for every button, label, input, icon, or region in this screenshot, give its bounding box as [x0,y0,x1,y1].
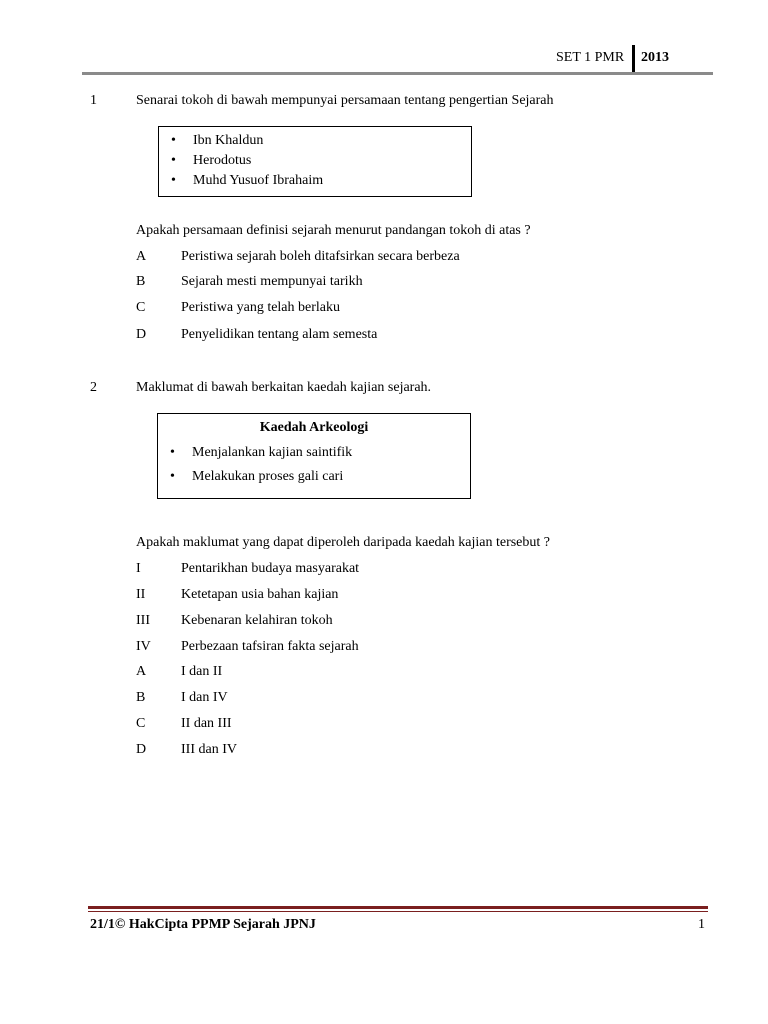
q2-statement-numeral: III [136,613,150,628]
q2-statement-numeral: II [136,587,146,602]
q2-option-letter: A [136,664,147,679]
q2-option-letter: B [136,690,146,705]
q1-option-text: Peristiwa yang telah berlaku [181,300,341,315]
q1-figure-item: • Ibn Khaldun [159,131,471,151]
q1-stem: Senarai tokoh di bawah mempunyai persamaan tentang pengertian Sejarah [136,93,554,108]
q2-option-text: I dan II [181,664,223,679]
q1-option-text: Peristiwa sejarah boleh ditafsirkan secara berbeza [181,249,460,264]
q1-option-letter: D [136,327,147,342]
q1-figure-item: • Muhd Yusuof Ibrahaim [159,171,471,191]
header-separator [632,45,635,72]
q2-statement-numeral: IV [136,639,151,654]
q1-option-text: Penyelidikan tentang alam semesta [181,327,378,342]
footer-rule-thick [88,906,708,909]
q1-option-letter: B [136,274,146,289]
q1-option-letter: C [136,300,146,315]
q2-figure-title: Kaedah Arkeologi [259,420,369,435]
q2-figure-list [158,443,352,491]
q1-number: 1 [90,93,97,108]
q1-option-text: Sejarah mesti mempunyai tarikh [181,274,363,289]
q1-figure-list [159,131,471,191]
page-number: 1 [698,917,705,932]
q2-statement-text: Pentarikhan budaya masyarakat [181,561,360,576]
q2-stem: Maklumat di bawah berkaitan kaedah kajian sejarah. [136,380,432,395]
header-year: 2013 [641,50,669,65]
q2-option-text: III dan IV [181,742,237,757]
q2-statement-numeral: I [136,561,141,576]
q1-question: Apakah persamaan definisi sejarah menurut pandangan tokoh di atas ? [136,223,531,238]
q2-option-text: II dan III [181,716,232,731]
q1-option-letter: A [136,249,147,264]
q2-option-text: I dan IV [181,690,228,705]
q1-figure-item: • Herodotus [159,151,471,171]
q2-figure-box [157,413,471,499]
header-set-label: SET 1 PMR [556,50,625,65]
q2-statement-text: Perbezaan tafsiran fakta sejarah [181,639,359,654]
q2-statement-text: Kebenaran kelahiran tokoh [181,613,333,628]
q2-option-letter: C [136,716,146,731]
header-rule [82,72,713,75]
q2-statement-text: Ketetapan usia bahan kajian [181,587,339,602]
q1-figure-box [158,126,472,197]
q2-number: 2 [90,380,97,395]
q2-question: Apakah maklumat yang dapat diperoleh daripada kaedah kajian tersebut ? [136,535,550,550]
q2-figure-item: • Melakukan proses gali cari [158,467,352,491]
footer-copyright: 21/1© HakCipta PPMP Sejarah JPNJ [90,917,316,932]
q2-option-letter: D [136,742,147,757]
q2-figure-item: • Menjalankan kajian saintifik [158,443,352,467]
footer-rule-thin [88,911,708,912]
